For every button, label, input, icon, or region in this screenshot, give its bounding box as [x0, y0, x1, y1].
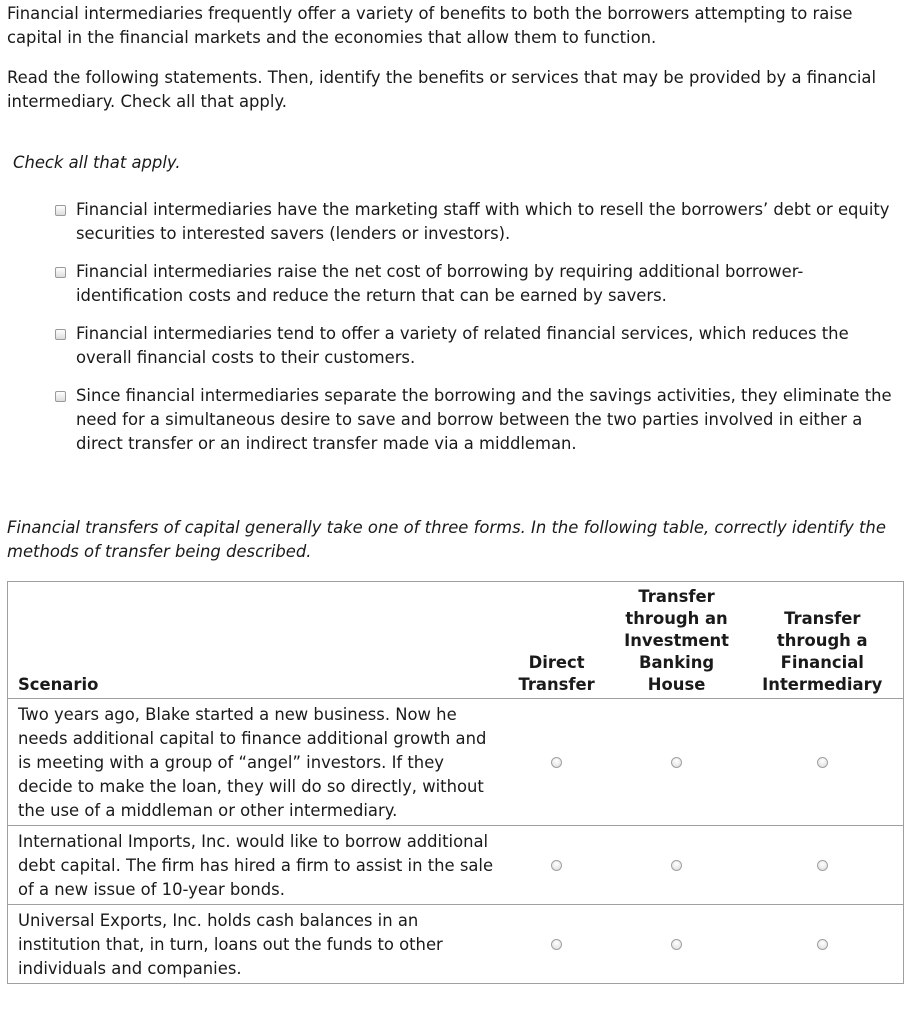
radio-direct-transfer[interactable] — [551, 757, 562, 768]
checkbox[interactable] — [55, 391, 66, 402]
checklist-option[interactable] — [55, 198, 895, 246]
table-row — [8, 905, 904, 984]
benefits-checklist — [55, 198, 895, 470]
radio-direct-transfer[interactable] — [551, 939, 562, 950]
table-row — [8, 826, 904, 905]
scenario-text: Two years ago, Blake started a new business. Now he needs additional capital to finance additional growth and is meeting with a group of “angel” investors. If they decide to make the loan, they will do so directly, without the use of a middleman or other intermediary. — [8, 699, 502, 826]
radio-financial-intermediary[interactable] — [817, 939, 828, 950]
header-financial-intermediary: Transfer through a Financial Intermediary — [742, 582, 904, 699]
checkbox[interactable] — [55, 205, 66, 216]
radio-investment-banking-house[interactable] — [671, 757, 682, 768]
radio-investment-banking-house[interactable] — [671, 860, 682, 871]
transfer-methods-table — [7, 581, 904, 984]
header-scenario: Scenario — [8, 582, 502, 699]
checklist-option[interactable] — [55, 322, 895, 370]
checklist-option[interactable] — [55, 260, 895, 308]
intro-paragraph-2: Read the following statements. Then, identify the benefits or services that may be provided by a financial intermediary. Check all that apply. — [7, 68, 877, 111]
header-investment-banking-house: Transfer through an Investment Banking House — [612, 582, 742, 699]
header-direct-transfer: Direct Transfer — [502, 582, 612, 699]
option-text: Financial intermediaries raise the net cost of borrowing by requiring additional borrower-identification costs and reduce the return that can be earned by savers. — [76, 262, 804, 305]
checklist-option[interactable] — [55, 384, 895, 456]
scenario-text: Universal Exports, Inc. holds cash balances in an institution that, in turn, loans out the funds to other individuals and companies. — [8, 905, 502, 984]
table-header-row — [8, 582, 904, 699]
option-text: Since financial intermediaries separate the borrowing and the savings activities, they eliminate the need for a simultaneous desire to save and borrow between the two parties involved in either a direct transfer or an indirect transfer made via a middleman. — [76, 386, 892, 453]
radio-investment-banking-house[interactable] — [671, 939, 682, 950]
checkbox[interactable] — [55, 329, 66, 340]
check-all-instruction: Check all that apply. — [13, 153, 181, 172]
radio-financial-intermediary[interactable] — [817, 860, 828, 871]
option-text: Financial intermediaries have the marketing staff with which to resell the borrowers’ debt or equity securities to interested savers (lenders or investors). — [76, 200, 890, 243]
option-text: Financial intermediaries tend to offer a variety of related financial services, which reduces the overall financial costs to their customers. — [76, 324, 849, 367]
checkbox[interactable] — [55, 267, 66, 278]
intro-paragraph-1: Financial intermediaries frequently offer a variety of benefits to both the borrowers attempting to raise capital in the financial markets and the economies that allow them to function. — [7, 4, 853, 47]
radio-direct-transfer[interactable] — [551, 860, 562, 871]
scenario-text: International Imports, Inc. would like to borrow additional debt capital. The firm has hired a firm to assist in the sale of a new issue of 10-year bonds. — [8, 826, 502, 905]
question-2-prompt: Financial transfers of capital generally take one of three forms. In the following table, correctly identify the methods of transfer being described. — [7, 518, 886, 561]
table-row — [8, 699, 904, 826]
radio-financial-intermediary[interactable] — [817, 757, 828, 768]
